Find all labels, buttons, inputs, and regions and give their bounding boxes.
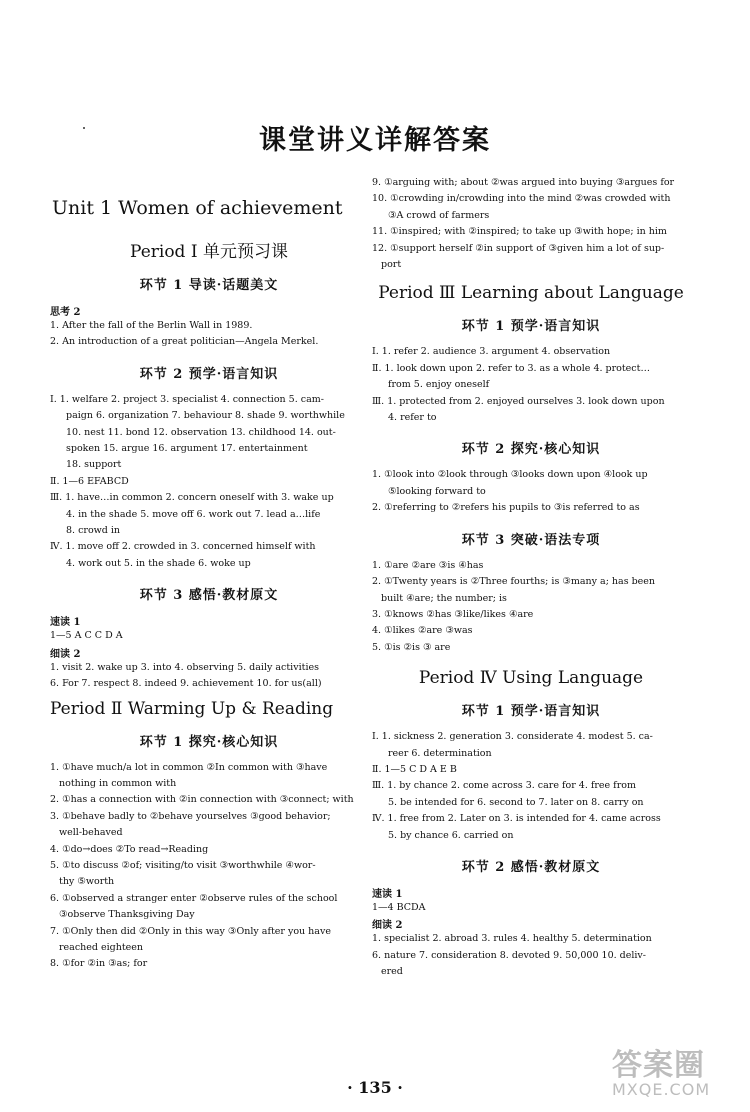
- answer-line: 11. ①inspired; with ②inspired; to take up ③with hope; in him: [372, 226, 667, 238]
- answer-line: ③observe Thanksgiving Day: [59, 909, 195, 921]
- question-label: 速读 1: [372, 888, 403, 900]
- answer-line: nothing in common with: [59, 777, 177, 789]
- answer-line: paign 6. organization 7. behaviour 8. shade 9. worthwhile: [66, 410, 345, 422]
- answer-line: 1. visit 2. wake up 3. into 4. observing 5. daily activities: [50, 661, 319, 673]
- answer-line: Ⅲ. 1. have…in common 2. concern oneself with 3. wake up: [50, 492, 334, 504]
- section-heading: 环节 3 突破·语法专项: [461, 532, 601, 548]
- answer-line: 5. ①to discuss ②of; visiting/to visit ③worthwhile ④wor-: [50, 859, 316, 871]
- answer-line: 2. ①has a connection with ②in connection with ③connect; with: [50, 794, 354, 806]
- answer-line: 1. ①look into ②look through ③looks down upon ④look up: [372, 469, 648, 481]
- watermark-domain: MXQE.COM: [612, 1080, 711, 1099]
- answer-line: 1. ①are ②are ③is ④has: [372, 559, 484, 571]
- answer-line: 1. After the fall of the Berlin Wall in 1989.: [50, 320, 253, 331]
- answer-line: 7. ①Only then did ②Only in this way ③Only after you have: [50, 925, 331, 937]
- section-heading: 环节 3 感悟·教材原文: [139, 588, 279, 604]
- answer-line: 1. ①have much/a lot in common ②In common with ③have: [50, 761, 328, 773]
- answer-line: ③A crowd of farmers: [388, 209, 490, 221]
- section-heading: 环节 1 探究·核心知识: [139, 734, 279, 750]
- question-label: 细读 2: [372, 920, 403, 932]
- section-heading: 环节 1 预学·语言知识: [461, 704, 601, 720]
- section-heading: 环节 2 预学·语言知识: [139, 366, 279, 382]
- question-label: 思考 2: [50, 307, 81, 318]
- answer-line: spoken 15. argue 16. argument 17. entertainment: [66, 443, 308, 455]
- answer-line: 2. An introduction of a great politician—Angela Merkel.: [50, 336, 319, 348]
- answer-line: 6. ①observed a stranger enter ②observe rules of the school: [50, 892, 338, 904]
- period-4-title: Period Ⅳ Using Language: [418, 668, 644, 689]
- page-number: · 135 ·: [347, 1078, 403, 1097]
- site-watermark: [612, 1040, 742, 1106]
- answer-line: 8. crowd in: [66, 525, 121, 537]
- answer-line: Ⅱ. 1—5 C D A E B: [372, 763, 457, 775]
- section-heading: 环节 1 导读·话题美文: [139, 278, 279, 293]
- watermark-logo-text: 答案圈: [612, 1048, 705, 1083]
- answer-line: ered: [381, 966, 403, 978]
- answer-line: Ⅲ. 1. by chance 2. come across 3. care for 4. free from: [372, 780, 636, 792]
- answer-line: 4. refer to: [388, 412, 437, 424]
- answer-line: Ⅱ. 1. look down upon 2. refer to 3. as a whole 4. protect…: [372, 362, 650, 374]
- answer-line: 4. work out 5. in the shade 6. woke up: [66, 557, 251, 569]
- answer-line: 2. ①referring to ②refers his pupils to ③is referred to as: [372, 502, 640, 514]
- section-heading: 环节 2 探究·核心知识: [461, 442, 601, 458]
- answer-line: Ⅰ. 1. refer 2. audience 3. argument 4. observation: [372, 346, 611, 358]
- page-title: 课堂讲义详解答案: [259, 125, 491, 156]
- answer-line: 3. ①behave badly to ②behave yourselves ③good behavior;: [50, 810, 331, 822]
- answer-line: 1—4 BCDA: [372, 901, 426, 913]
- answer-line: reached eighteen: [59, 941, 144, 953]
- answer-line: 8. ①for ②in ③as; for: [50, 958, 148, 970]
- answer-line: 9. ①arguing with; about ②was argued into buying ③argues for: [372, 177, 675, 188]
- answer-line: Ⅰ. 1. welfare 2. project 3. specialist 4. connection 5. cam-: [50, 393, 324, 405]
- answer-line: built ④are; the number; is: [381, 592, 507, 604]
- answer-line: well-behaved: [59, 827, 123, 839]
- answer-line: Ⅳ. 1. free from 2. Later on 3. is intended for 4. came across: [372, 813, 661, 825]
- answer-line: ⑤looking forward to: [388, 485, 486, 497]
- answer-line: Ⅰ. 1. sickness 2. generation 3. considerate 4. modest 5. ca-: [372, 731, 653, 743]
- left-column: [50, 175, 368, 973]
- page-number-value: 135: [358, 1078, 392, 1097]
- period-3-title: Period Ⅲ Learning about Language: [378, 283, 684, 304]
- unit-title: Unit 1 Women of achievement: [52, 197, 343, 219]
- answer-line: 1—5 A C C D A: [50, 630, 123, 642]
- answer-line: 2. ①Twenty years is ②Three fourths; is ③many a; has been: [372, 576, 656, 588]
- answer-line: Ⅱ. 1—6 EFABCD: [50, 475, 129, 487]
- question-label: 速读 1: [50, 617, 81, 629]
- period-1-title: Period Ⅰ 单元预习课: [130, 242, 288, 262]
- answer-line: 6. For 7. respect 8. indeed 9. achievement 10. for us(all): [50, 678, 322, 690]
- answer-line: reer 6. determination: [388, 747, 492, 759]
- answer-line: 4. ①do→does ②To read→Reading: [50, 843, 209, 855]
- answer-line: 5. be intended for 6. second to 7. later on 8. carry on: [388, 796, 644, 808]
- answer-line: Ⅳ. 1. move off 2. crowded in 3. concerned himself with: [50, 541, 316, 553]
- answer-line: Ⅲ. 1. protected from 2. enjoyed ourselves 3. look down upon: [372, 395, 665, 407]
- section-heading: 环节 2 感悟·教材原文: [461, 859, 601, 875]
- question-label: 细读 2: [50, 648, 81, 660]
- answer-line: 12. ①support herself ②in support of ③given him a lot of sup-: [372, 242, 665, 254]
- answer-line: 4. ①likes ②are ③was: [372, 625, 473, 637]
- answer-line: 10. ①crowding in/crowding into the mind ②was crowded with: [372, 193, 671, 205]
- answer-line: 4. in the shade 5. move off 6. work out 7. lead a…life: [66, 508, 321, 520]
- answer-line: thy ⑤worth: [59, 876, 115, 888]
- answer-line: 18. support: [66, 459, 122, 471]
- answer-line: 5. by chance 6. carried on: [388, 829, 514, 841]
- section-heading: 环节 1 预学·语言知识: [461, 319, 601, 335]
- right-column: [372, 175, 690, 981]
- answer-line: 5. ①is ②is ③ are: [372, 641, 451, 653]
- answer-line: port: [381, 259, 402, 271]
- answer-line: 1. specialist 2. abroad 3. rules 4. healthy 5. determination: [372, 933, 652, 945]
- answer-line: 6. nature 7. consideration 8. devoted 9. 50,000 10. deliv-: [372, 949, 647, 961]
- answer-line: 10. nest 11. bond 12. observation 13. childhood 14. out-: [66, 426, 336, 438]
- answer-line: 3. ①knows ②has ③like/likes ④are: [372, 608, 534, 620]
- period-2-title: Period Ⅱ Warming Up & Reading: [50, 698, 334, 719]
- answer-line: from 5. enjoy oneself: [388, 379, 490, 391]
